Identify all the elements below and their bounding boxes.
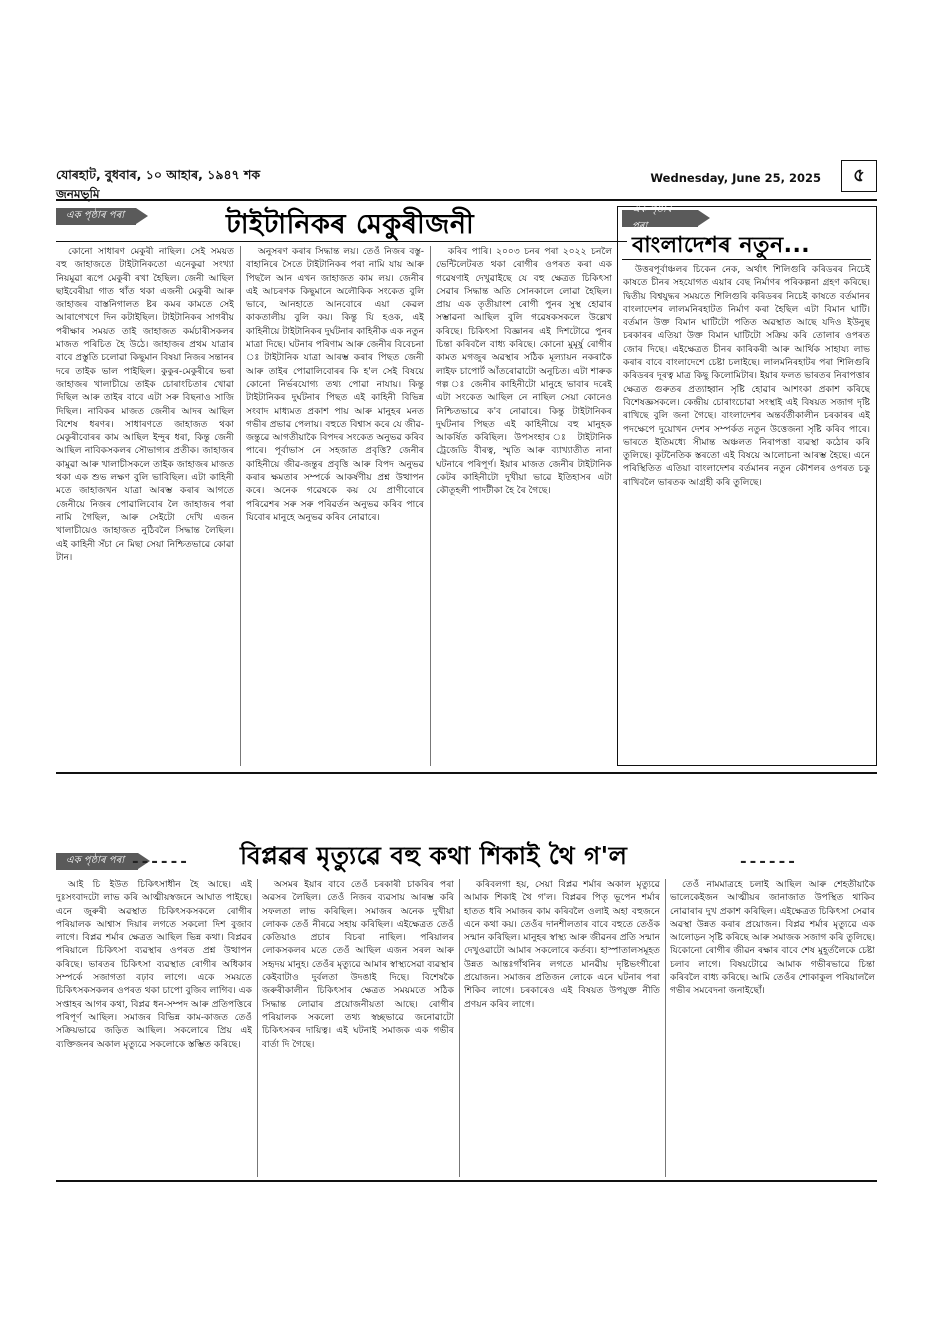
story1-headline: টাইটানিকৰ মেকুৰীজনী [226,209,475,240]
column-divider [240,246,241,766]
newspaper-logo: জনমভূমি [56,187,100,201]
section-tab-story2: এক পৃষ্ঠাৰ পৰা [622,210,698,227]
story2-text: উত্তৰপূৰ্বাঞ্চলৰ চিকেন নেক, অৰ্থাৎ শিলিগুৰি কৰিডৰৰ নিচেই কাষতে চীনৰ সহযোগত এয়াৰ বেছ নিৰ্মাণৰ পৰিকল্পনা গ্ৰহণ কৰিছে। দ্বিতীয় বিশ্বযুদ্ধৰ সময়তে শিলিগুৰি কৰিডৰৰ নিচেই কাষতে বৰ্তমানৰ বাংলাদেশৰ লালমনিৰহাটত নিৰ্মাণ কৰা হৈছিল এটা বিমান ঘাটি। বৰ্তমান উক্ত বিমান ঘাটিটো পতিত অৱস্থাত আছে যদিও ইউনুছ চৰকাৰৰ এতিয়া উক্ত বিমান ঘাটিটো সক্ৰিয় কৰি তোলাৰ ওপৰত জোৰ দিছে। এইক্ষেত্ৰত চীনৰ কাৰিকৰী আৰু আৰ্থিক সাহায্য লাভ কৰাৰ বাবে বাংলাদেশে চেষ্টা চলাইছে। লালমনিৰহাটৰ পৰা শিলিগুৰি কৰিডৰৰ দূৰত্ব মাত্ৰ কিছু কিলোমিটাৰ। ইয়াৰ ফলত ভাৰতৰ নিৰাপত্তাৰ ক্ষেত্ৰত গুৰুতৰ প্ৰত্যাহ্বান সৃষ্টি হোৱাৰ আশংকা প্ৰকাশ কৰিছে বিশেষজ্ঞসকলে। কেন্দ্ৰীয় চোৰাংচোৱা সংস্থাই এই বিষয়ত সজাগ দৃষ্টি ৰাখিছে বুলি জনা গৈছে। বাংলাদেশৰ অন্তৰ্বৰ্তীকালীন চৰকাৰৰ এই পদক্ষেপে দুয়োখন দেশৰ সম্পৰ্কত নতুন উত্তেজনা সৃষ্টি কৰিব পাৰে। ভাৰতে ইতিমধ্যে সীমান্ত অঞ্চলত নিৰাপত্তা ব্যৱস্থা কঠোৰ কৰি তুলিছে। কূটনৈতিক স্তৰতো এই বিষয়ে আলোচনা আৰম্ভ হৈছে। এনে পৰিস্থিতিত এতিয়া বাংলাদেশৰ বৰ্তমানৰ নতুন কৌশলৰ ওপৰত চকু ৰাখিবলৈ ভাৰতক আগ্ৰহী কৰি তুলিছে। [623,265,870,488]
story2-rule [622,259,871,260]
story3-column-3 [464,879,660,1177]
section-tab-story1: এক পৃষ্ঠাৰ পৰা [56,208,136,225]
footer-rule [56,1180,877,1182]
story1-column-2 [246,246,424,766]
section-rule [56,772,877,774]
column-divider [459,879,460,1177]
story3-col1-text: আই চি ইউত চিকিৎসাধীন হৈ আছে। এই দুঃসংবাদটো লাভ কৰি আত্মীয়স্বজনে আঘাত পাইছে। এনে জুৰুৰী অৱস্থাত চিকিৎসকসকলে ৰোগীৰ পৰিয়ালক আশ্বাস দিয়াৰ লগতে সকলো দিশ বুজাব লাগে। বিপ্লৱ শৰ্মাৰ ক্ষেত্ৰত আছিল ভিন্ন কথা। বিপ্লৱৰ পৰিয়ালে চিকিৎসা ব্যৱস্থাৰ ওপৰত প্ৰশ্ন উত্থাপন কৰিছে। ভাৰতৰ চিকিৎসা ব্যৱস্থাত ৰোগীৰ অধিকাৰ সম্পৰ্কে সজাগতা বঢ়াব লাগে। একে সময়তে চিকিৎসকসকলৰ ওপৰত থকা চাপো বুজিব লাগিব। এক সপ্তাহৰ আগৰ কথা, বিপ্লৱ ধন-সম্পদ আৰু প্ৰতিপত্তিৰে পৰিপূৰ্ণ আছিল। সমাজৰ বিভিন্ন কাম-কাজত তেওঁ সক্ৰিয়ভাৱে জড়িত আছিল। সকলোৰে প্ৰিয় এই ব্যক্তিজনৰ অকাল মৃত্যুৱে সকলোকে স্তম্ভিত কৰিছে। [56,880,252,1050]
story3-headline: বিপ্লৱৰ মৃত্যুৱে বহু কথা শিকাই থৈ গ'ল [240,841,628,870]
story1-col3-text: কৰিব পাৰি। ২০০৩ চনৰ পৰা ২০২২ চনলৈ ভেন্টিলেটৰত থকা ৰোগীৰ ওপৰত কৰা এক গৱেষণাই দেখুৱাইছে যে বহু ক্ষেত্ৰত চিকিৎসা সেৱাৰ সিদ্ধান্ত অতি সোনকালে লোৱা হৈছিল। প্ৰায় এক তৃতীয়াংশ ৰোগী পুনৰ সুস্থ হোৱাৰ সম্ভাৱনা আছিল বুলি গৱেষকসকলে উল্লেখ কৰিছে। চিকিৎসা বিজ্ঞানৰ এই দিশটোৱে পুনৰ চিন্তা কৰিবলৈ বাধ্য কৰিছে। কোনো মুমূৰ্ষু ৰোগীৰ কামত মগজুৰ অৱস্থাৰ সঠিক মূল্যায়ন নকৰাকৈ লাইফ চাপোৰ্ট আঁতৰোৱাটো অনুচিত। এটা শাৰুক গল্প ঃ জেনীৰ কাহিনীটো মানুহে ভাবাৰ দৰেই এটা সংকেত আছিল নে নাছিল সেয়া কোনেও নিশ্চিতভাৱে ক'ব নোৱাৰে। কিন্তু টাইটানিকৰ দুৰ্ঘটনাৰ পিছত এই কাহিনীয়ে বহু মানুহক আকৰ্ষিত কৰিছিল। উপসংহাৰ ঃ টাইটানিক ট্ৰেজেডি বীৰত্ব, স্মৃতি আৰু ব্যাখ্যাতীত নানা ঘটনাৰে পৰিপূৰ্ণ। ইয়াৰ মাজত জেনীৰ টাইটানিক কেটৰ কাহিনীটো দুখীয়া ভাৱে ইতিহাসৰ এটা কৌতূহলী পাদটীকা হৈ ৰৈ গৈছে। [436,247,612,497]
story3-column-2 [262,879,454,1177]
column-divider [665,879,666,1177]
story2-column [623,264,870,760]
story3-col2-text: অসমৰ ইয়াৰ বাবে তেওঁ চৰকাৰী চাকৰিৰ পৰা অৱসৰ লৈছিল। তেওঁ নিজৰ ব্যৱসায় আৰম্ভ কৰি সফলতা লাভ কৰিছিল। সমাজৰ অনেক দুখীয়া লোকক তেওঁ নীৰৱে সহায় কৰিছিল। এইক্ষেত্ৰত তেওঁ কেতিয়াও প্ৰচাৰ বিচৰা নাছিল। পৰিয়ালৰ লোকসকলৰ মতে তেওঁ আছিল এজন সৰল আৰু সহৃদয় মানুহ। তেওঁৰ মৃত্যুৱে আমাৰ স্বাস্থ্যসেৱা ব্যৱস্থাৰ কেইবাটাও দুৰ্বলতা উদঙাই দিছে। বিশেষকৈ জৰুৰীকালীন চিকিৎসাৰ ক্ষেত্ৰত সময়মতে সঠিক সিদ্ধান্ত লোৱাৰ প্ৰয়োজনীয়তা আছে। ৰোগীৰ পৰিয়ালক সকলো তথ্য স্বচ্ছভাৱে জনোৱাটো চিকিৎসকৰ দায়িত্ব। এই ঘটনাই সমাজক এক গভীৰ বাৰ্তা দি গৈছে। [262,880,454,1050]
story1-col1-text: কোনো সাধাৰণ মেকুৰী নাছিল। সেই সময়ত বহু জাহাজতে টাইটানিকতো এনেকুৱা সংখ্যা নিয়মুৱা ৰূপে মেকুৰী ৰখা হৈছিল। জেনী আছিল ছাইবেৰীয়া গাত থাঁত থকা এজনী মেকুৰী আৰু জাহাজৰ বাস্তনিগালত ষ্টৰ কমৰ কামতে সেই আৰাগেখণে দিন কটাইছিল। টাইটানিকৰ সাগৰীয় পৰীক্ষাৰ সময়ত তাই জাহাজত কৰ্মচাৰীসকলৰ মাজত পৰিচিত হৈ উঠে। জাহাজৰ প্ৰথম যাত্ৰাৰ বাবে প্ৰস্তুতি চলোৱা কিছুমান বিষয়া নিজৰ সন্তানৰ দৰে তাইক ভাল পাইছিল। কুকুৰ-মেকুৰীৰে ভৰা জাহাজৰ খালাচীয়ে তাইক চোৰাংচিতাৰ খোৱা দিছিল আৰু তাইৰ বাবে এটা সৰু বিছনাও সাজি দিছিল। নাবিকৰ মাজত জেনীৰ আদৰ আছিল বিশেষ ধৰণৰ। সাধাৰণতে জাহাজত থকা মেকুৰীবোৰৰ কাম আছিল ইন্দুৰ ধৰা, কিন্তু জেনী আছিল নাবিকসকলৰ সৌভাগ্যৰ প্ৰতীক। জাহাজৰ কামুৱা আৰু খালাচীসকলে তাইক জাহাজৰ মাজত থকা এক শুভ লক্ষণ বুলি ভাবিছিল। এটা কাহিনী মতে জাহাজখন যাত্ৰা আৰম্ভ কৰাৰ আগতে জেনীয়ে নিজৰ পোৱালিবোৰ লৈ জাহাজৰ পৰা নামি গৈছিল, আৰু সেইটো দেখি এজন খালাচীয়েও জাহাজত নুঠিবলৈ সিদ্ধান্ত লৈছিল। এই কাহিনী সঁচা নে মিছা সেয়া নিশ্চিতভাৱে কোৱা টান। [56,247,234,563]
column-divider [430,246,431,766]
story1-column-1 [56,246,234,766]
story1-rule [56,241,627,242]
column-divider [257,879,258,1177]
decorative-dash-left: ------ [132,851,190,870]
page-number: ৫ [841,160,877,192]
story3-column-4 [670,879,875,1177]
header-date-english: Wednesday, June 25, 2025 [650,171,821,185]
story1-col2-text: অনুসৰণ কৰাৰ সিদ্ধান্ত লয়। তেওঁ নিজৰ বস্তু-বাহানিৰে সৈতে টাইটানিকৰ পৰা নামি যায় আৰু পিছলৈ আন এখন জাহাজত কাম লয়। জেনীৰ এই আচৰণক কিছুমানে অলৌকিক সংকেত বুলি ভাবে, আনহাতে আনবোৰে এয়া কেৱল কাকতালীয় বুলি কয়। কিন্তু যি হওক, এই কাহিনীয়ে টাইটানিকৰ দুৰ্ঘটনাৰ কাহিনীক এক নতুন মাত্ৰা দিছে। ঘটনাৰ পৰিণাম আৰু জেনীৰ বিবেচনা ঃ টাইটানিক যাত্ৰা আৰম্ভ কৰাৰ পিছত জেনী আৰু তাইৰ পোৱালিবোৰৰ কি হ'ল সেই বিষয়ে কোনো নিৰ্ভৰযোগ্য তথ্য পোৱা নাযায়। কিন্তু টাইটানিকৰ দুৰ্ঘটনাৰ পিছত এই কাহিনী বিভিন্ন সংবাদ মাধ্যমত প্ৰকাশ পায় আৰু মানুহৰ মনত গভীৰ প্ৰভাৱ পেলায়। বহুতে বিশ্বাস কৰে যে জীৱ-জন্তুৱে আগতীয়াকৈ বিপদৰ সংকেত অনুভৱ কৰিব পাৰে। পূৰ্বাভাস নে সহজাত প্ৰবৃত্তি? জেনীৰ কাহিনীয়ে জীৱ-জন্তুৰ প্ৰবৃত্তি আৰু বিপদ অনুভৱ কৰাৰ ক্ষমতাৰ সম্পৰ্কে আকৰ্ষণীয় প্ৰশ্ন উত্থাপন কৰে। অনেক গৱেষকে কয় যে প্ৰাণীবোৰে পৰিৱেশৰ সৰু সৰু পৰিৱৰ্তন অনুভৱ কৰিব পাৰে যিবোৰ মানুহে অনুভৱ কৰিব নোৱাৰে। [246,247,424,523]
story3-col4-text: তেওঁ নামমাত্ৰহে চলাই আছিল আৰু শেহতীয়াকৈ ভালেকেইজন আত্মীয়ৰ জানাজাত উপস্থিত থাকিব নোৱাৰাৰ দুখ প্ৰকাশ কৰিছিল। এইক্ষেত্ৰত চিকিৎসা সেৱাৰ অৱস্থা উন্নত কৰাৰ প্ৰয়োজন। বিপ্লৱ শৰ্মাৰ মৃত্যুৱে এক আলোড়ন সৃষ্টি কৰিছে আৰু সমাজক সজাগ কৰি তুলিছে। যিকোনো ৰোগীৰ জীৱন ৰক্ষাৰ বাবে শেষ মুহূৰ্তলৈকে চেষ্টা চলাব লাগে। বিষয়টোৱে আমাক গভীৰভাৱে চিন্তা কৰিবলৈ বাধ্য কৰিছে। আমি তেওঁৰ শোকাকুল পৰিয়াললৈ গভীৰ সমবেদনা জনাইছোঁ। [670,880,875,997]
story2-headline: বাংলাদেশৰ নতুন... [632,233,811,258]
story3-col3-text: কৰিবলগা হয়, সেয়া বিপ্লৱ শৰ্মাৰ অকাল মৃত্যুৱে আমাক শিকাই থৈ গ'ল। বিপ্লৱৰ পিতৃ ভূপেন শৰ্মাৰ হাতত ধৰি সমাজৰ কাম কৰিবলৈ ওলাই অহা বহুজনে এনে কথা কয়। তেওঁৰ দানশীলতাৰ বাবে বহুতে তেওঁক সন্মান কৰিছিল। মানুহৰ স্বাস্থ্য আৰু জীৱনৰ প্ৰতি সন্মান দেখুওৱাটো আমাৰ সকলোৰে কৰ্তব্য। হাস্পাতালসমূহত উন্নত আন্তঃগাঁথনিৰ লগতে মানৱীয় দৃষ্টিভংগীৰো প্ৰয়োজন। সমাজৰ প্ৰতিজন লোকে এনে ঘটনাৰ পৰা শিকিব লাগে। চৰকাৰেও এই বিষয়ত উপযুক্ত নীতি প্ৰণয়ন কৰিব লাগে। [464,880,660,1010]
decorative-dash-right: ------ [740,851,798,870]
section-tab-story3: এক পৃষ্ঠাৰ পৰা [56,853,138,870]
story3-column-1 [56,879,252,1177]
header-date: যোৰহাট, বুধবাৰ, ১০ আহাৰ, ১৯৪৭ শক [56,167,261,182]
header-rule [56,199,877,201]
story1-column-3 [436,246,612,766]
